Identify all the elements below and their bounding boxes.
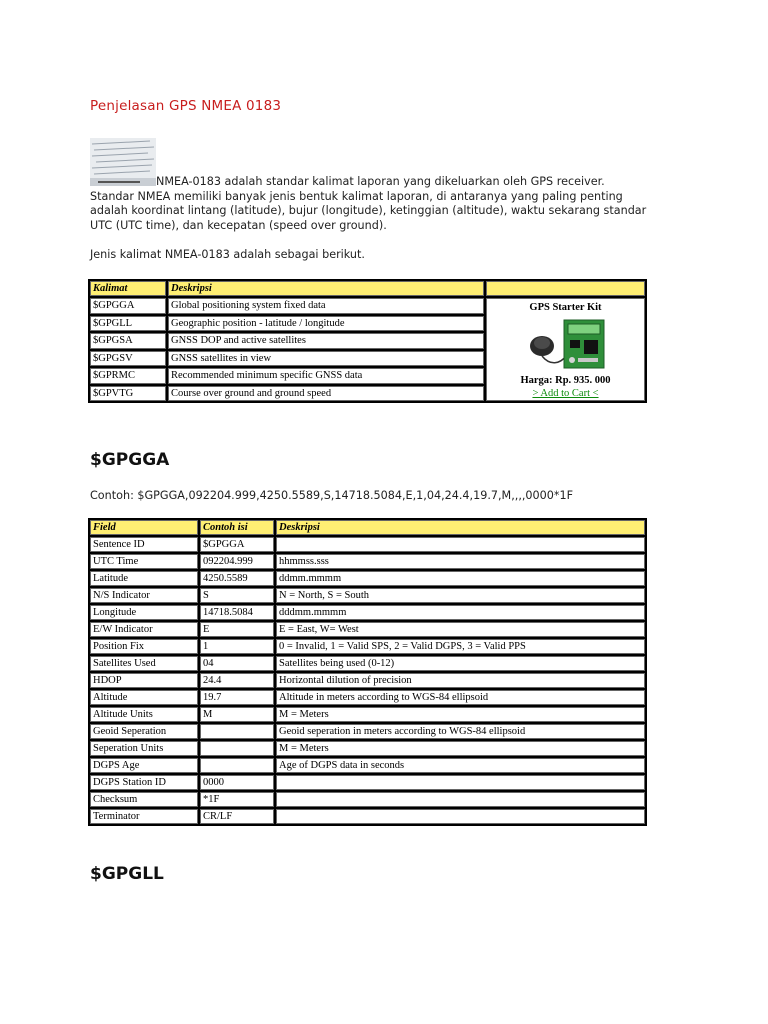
kit-price: Harga: Rp. 935. 000 (520, 375, 611, 386)
add-to-cart-link[interactable]: > Add to Cart < (532, 388, 599, 399)
field-example: 1 (200, 639, 274, 654)
field-desc: N = North, S = South (276, 588, 645, 603)
field-example: E (200, 622, 274, 637)
field-example: 24.4 (200, 673, 274, 688)
field-example (200, 758, 274, 773)
field-example: M (200, 707, 274, 722)
field-desc (276, 537, 645, 552)
table-row (90, 690, 645, 705)
field-example: $GPGGA (200, 537, 274, 552)
field-name: N/S Indicator (90, 588, 198, 603)
field-example: CR/LF (200, 809, 274, 824)
gpgga-heading: $GPGGA (90, 450, 170, 470)
field-name: Checksum (90, 792, 198, 807)
table-row (90, 673, 645, 688)
table-row (90, 809, 645, 824)
table-row (90, 775, 645, 790)
table-row (90, 622, 645, 637)
sentences-table (88, 279, 647, 403)
sentence-desc: Geographic position - latitude / longitude (168, 316, 484, 332)
sentence-id: $GPGGA (90, 298, 166, 314)
field-example (200, 741, 274, 756)
field-example: 092204.999 (200, 554, 274, 569)
field-name: Geoid Seperation (90, 724, 198, 739)
table-row (90, 537, 645, 552)
field-example: 04 (200, 656, 274, 671)
field-desc: Satellites being used (0-12) (276, 656, 645, 671)
field-name: UTC Time (90, 554, 198, 569)
field-desc: hhmmss.sss (276, 554, 645, 569)
field-desc: ddmm.mmmm (276, 571, 645, 586)
table-row (90, 605, 645, 620)
field-desc: Age of DGPS data in seconds (276, 758, 645, 773)
gpgga-table-body (90, 537, 645, 824)
table-row (90, 741, 645, 756)
field-desc (276, 792, 645, 807)
page-title: Penjelasan GPS NMEA 0183 (90, 98, 282, 114)
field-example: 19.7 (200, 690, 274, 705)
sentence-id: $GPGSV (90, 351, 166, 367)
field-example: *1F (200, 792, 274, 807)
gps-starter-kit-ad (486, 298, 645, 401)
header-empty (486, 281, 645, 296)
field-desc: M = Meters (276, 707, 645, 722)
field-name: Sentence ID (90, 537, 198, 552)
kit-title: GPS Starter Kit (529, 302, 602, 313)
table-row (90, 758, 645, 773)
field-desc (276, 775, 645, 790)
field-desc: Altitude in meters according to WGS-84 ellipsoid (276, 690, 645, 705)
table-row (90, 656, 645, 671)
table-header-row (90, 520, 645, 535)
field-name: E/W Indicator (90, 622, 198, 637)
table-row (90, 792, 645, 807)
sentence-types-intro: Jenis kalimat NMEA-0183 adalah sebagai berikut. (90, 248, 365, 261)
field-example: 0000 (200, 775, 274, 790)
field-example (200, 724, 274, 739)
field-name: Position Fix (90, 639, 198, 654)
header-deskripsi: Deskripsi (276, 520, 645, 535)
table-row (90, 588, 645, 603)
sentence-desc: Global positioning system fixed data (168, 298, 484, 314)
gpgga-fields-table (88, 518, 647, 826)
header-field: Field (90, 520, 198, 535)
field-desc: E = East, W= West (276, 622, 645, 637)
sentence-id: $GPVTG (90, 386, 166, 402)
header-kalimat: Kalimat (90, 281, 166, 296)
field-name: Terminator (90, 809, 198, 824)
field-name: Altitude (90, 690, 198, 705)
gps-kit-image[interactable] (520, 316, 612, 374)
field-name: Latitude (90, 571, 198, 586)
field-name: Longitude (90, 605, 198, 620)
gpgll-heading: $GPGLL (90, 864, 164, 884)
sentence-desc: GNSS satellites in view (168, 351, 484, 367)
field-desc (276, 809, 645, 824)
field-name: DGPS Age (90, 758, 198, 773)
sentence-id: $GPRMC (90, 368, 166, 384)
field-name: Altitude Units (90, 707, 198, 722)
field-name: DGPS Station ID (90, 775, 198, 790)
sentence-id: $GPGLL (90, 316, 166, 332)
field-desc: 0 = Invalid, 1 = Valid SPS, 2 = Valid DGPS, 3 = Valid PPS (276, 639, 645, 654)
gpgga-example: Contoh: $GPGGA,092204.999,4250.5589,S,14718.5084,E,1,04,24.4,19.7,M,,,,0000*1F (90, 489, 574, 502)
field-desc: Geoid seperation in meters according to WGS-84 ellipsoid (276, 724, 645, 739)
field-name: Seperation Units (90, 741, 198, 756)
table-row (90, 298, 645, 314)
sentence-desc: Course over ground and ground speed (168, 386, 484, 402)
table-row (90, 724, 645, 739)
field-name: HDOP (90, 673, 198, 688)
intro-paragraph (90, 175, 650, 233)
field-example: 4250.5589 (200, 571, 274, 586)
table-row (90, 707, 645, 722)
field-desc: Horizontal dilution of precision (276, 673, 645, 688)
table-row (90, 554, 645, 569)
table-row (90, 639, 645, 654)
intro-text: NMEA-0183 adalah standar kalimat laporan yang dikeluarkan oleh GPS receiver. Standar NMEA memiliki banyak jenis bentuk kalimat laporan, di antaranya yang paling penting adalah koordinat lintang (latitude), bujur (longitude), ketinggian (altitude), waktu sekarang standar UTC (UTC time), dan kecepatan (speed over ground). (90, 175, 647, 232)
field-desc: dddmm.mmmm (276, 605, 645, 620)
field-example: 14718.5084 (200, 605, 274, 620)
field-name: Satellites Used (90, 656, 198, 671)
table-header-row (90, 281, 645, 296)
header-contoh-isi: Contoh isi (200, 520, 274, 535)
table-row (90, 571, 645, 586)
sentence-desc: GNSS DOP and active satellites (168, 333, 484, 349)
header-deskripsi: Deskripsi (168, 281, 484, 296)
sentence-id: $GPGSA (90, 333, 166, 349)
sentence-desc: Recommended minimum specific GNSS data (168, 368, 484, 384)
field-desc: M = Meters (276, 741, 645, 756)
field-example: S (200, 588, 274, 603)
